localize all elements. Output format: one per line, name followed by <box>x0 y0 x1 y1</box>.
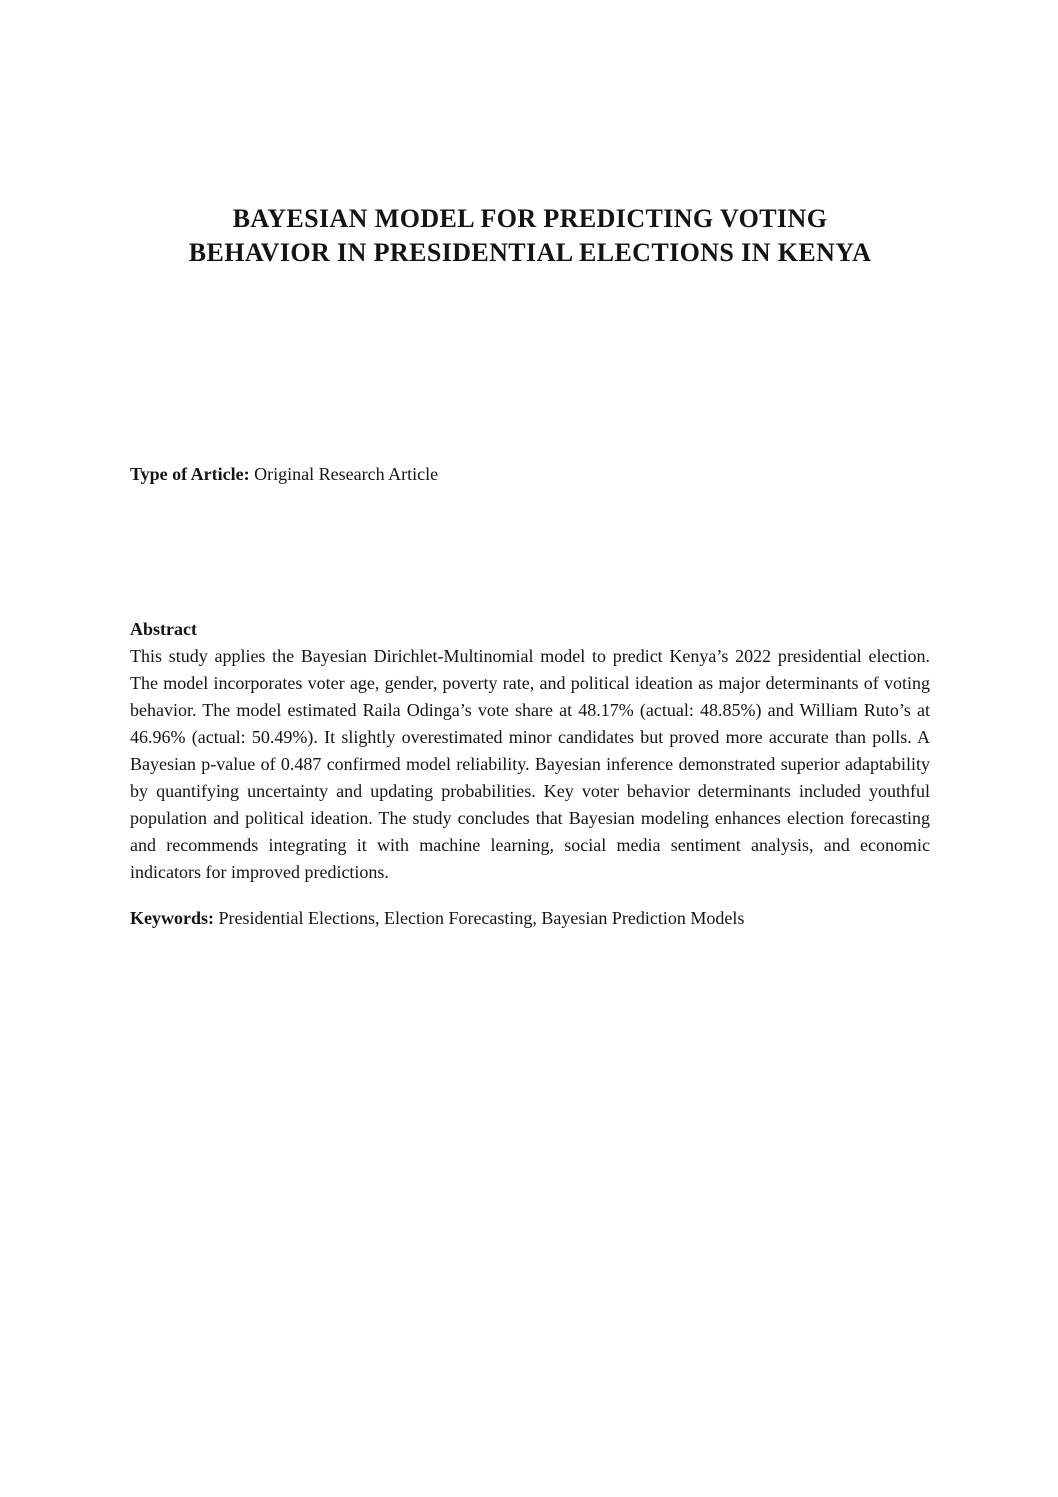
keywords-label: Keywords: <box>130 908 214 928</box>
keywords-value: Presidential Elections, Election Forecasting, Bayesian Prediction Models <box>218 908 745 928</box>
paper-content <box>130 0 930 932</box>
keywords-line <box>130 905 930 932</box>
paper-title <box>130 202 930 270</box>
abstract-heading: Abstract <box>130 619 197 639</box>
abstract-text: This study applies the Bayesian Dirichlet-Multinomial model to predict Kenya’s 2022 presidential election. The model incorporates voter age, gender, poverty rate, and political ideation as major determinants of voting behavior. The model estimated Raila Odinga’s vote share at 48.17% (actual: 48.85%) and William Ruto’s at 46.96% (actual: 50.49%). It slightly overestimated minor candidates but proved more accurate than polls. A Bayesian p-value of 0.487 confirmed model reliability. Bayesian inference demonstrated superior adaptability by quantifying uncertainty and updating probabilities. Key voter behavior determinants included youthful population and political ideation. The study concludes that Bayesian modeling enhances election forecasting and recommends integrating it with machine learning, social media sentiment analysis, and economic indicators for improved predictions. <box>130 646 930 882</box>
article-type-line <box>130 462 930 486</box>
paper-title-line2: BEHAVIOR IN PRESIDENTIAL ELECTIONS IN KENYA <box>188 238 872 267</box>
article-type-label: Type of Article: <box>130 464 250 484</box>
article-type-value: Original Research Article <box>254 464 439 484</box>
paper-title-line1: BAYESIAN MODEL FOR PREDICTING VOTING <box>232 204 828 233</box>
